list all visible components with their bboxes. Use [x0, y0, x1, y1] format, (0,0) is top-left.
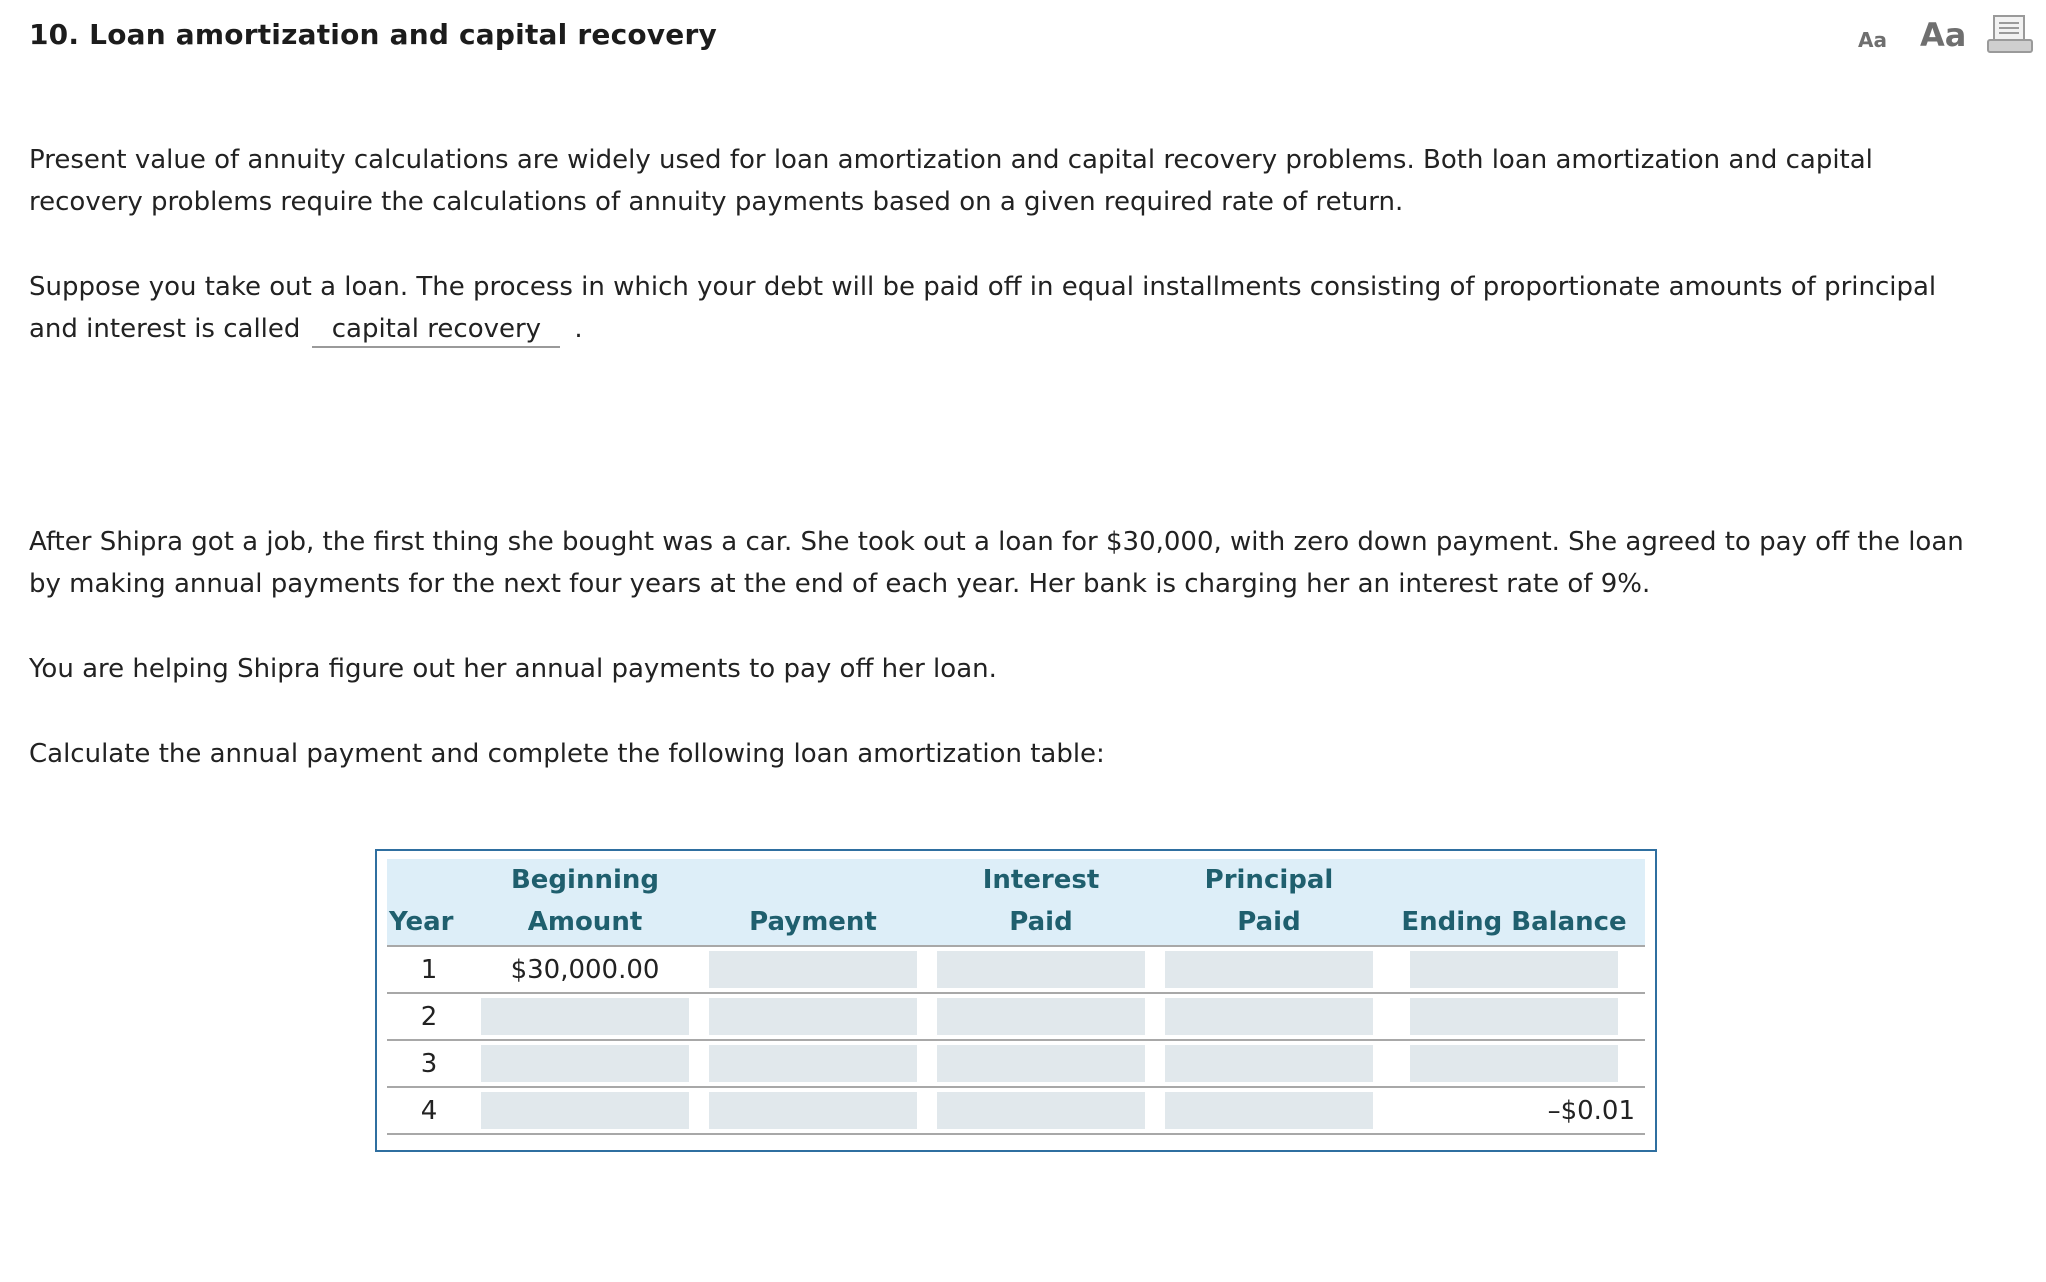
- principal-paid-cell: [1155, 1087, 1383, 1134]
- interest-paid-input[interactable]: [937, 1045, 1145, 1082]
- interest-paid-input[interactable]: [937, 1092, 1145, 1129]
- interest-paid-input[interactable]: [937, 998, 1145, 1035]
- payment-cell: [699, 993, 927, 1040]
- principal-paid-cell: [1155, 946, 1383, 993]
- payment-cell: [699, 1040, 927, 1087]
- header-ending-balance: Ending Balance: [1383, 859, 1645, 946]
- header-payment: Payment: [699, 859, 927, 946]
- toolbar: [1836, 14, 2046, 64]
- amortization-table-container: [375, 849, 1657, 1152]
- header-beginning-amount: [471, 859, 699, 946]
- header-principal-line1: Principal: [1204, 865, 1334, 895]
- year-cell: 2: [387, 993, 471, 1040]
- ending-balance-input[interactable]: [1410, 951, 1618, 988]
- scenario-paragraph: After Shipra got a job, the first thing she bought was a car. She took out a loan for $30,000, with zero down payment. She agreed to pay off the loan by making annual payments for the next four years at the end of each year. Her bank is charging her an interest rate of 9%.: [29, 527, 1964, 599]
- question-title: 10. Loan amortization and capital recovery: [29, 18, 717, 51]
- principal-paid-input[interactable]: [1165, 998, 1373, 1035]
- print-icon[interactable]: [1986, 14, 2034, 56]
- payment-input[interactable]: [709, 1045, 917, 1082]
- payment-cell: [699, 1087, 927, 1134]
- interest-paid-cell: [927, 1040, 1155, 1087]
- header-beginning-line1: Beginning: [510, 865, 660, 895]
- beginning-amount-cell: [471, 1087, 699, 1134]
- header-interest-line2: Paid: [1009, 907, 1073, 937]
- table-row: [387, 993, 1645, 1040]
- year-cell: 3: [387, 1040, 471, 1087]
- table-row: [387, 1040, 1645, 1087]
- beginning-amount-input[interactable]: [481, 1045, 689, 1082]
- instruction-paragraph: Calculate the annual payment and complete the following loan amortization table:: [29, 739, 1105, 769]
- ending-balance-value: –$0.01: [1547, 1095, 1635, 1126]
- payment-input[interactable]: [709, 951, 917, 988]
- question-period: .: [574, 314, 583, 344]
- principal-paid-input[interactable]: [1165, 951, 1373, 988]
- payment-input[interactable]: [709, 998, 917, 1035]
- answer-dropdown[interactable]: capital recovery: [312, 312, 560, 348]
- principal-paid-cell: [1155, 1040, 1383, 1087]
- helper-paragraph: You are helping Shipra figure out her annual payments to pay off her loan.: [29, 654, 997, 684]
- table-row: [387, 946, 1645, 993]
- ending-balance-input[interactable]: [1410, 1045, 1618, 1082]
- beginning-amount-input[interactable]: [481, 1092, 689, 1129]
- payment-input[interactable]: [709, 1092, 917, 1129]
- beginning-amount-input[interactable]: [481, 998, 689, 1035]
- ending-balance-cell: [1383, 946, 1645, 993]
- table-row: [387, 1087, 1645, 1134]
- interest-paid-cell: [927, 1087, 1155, 1134]
- principal-paid-input[interactable]: [1165, 1092, 1373, 1129]
- ending-balance-input[interactable]: [1410, 998, 1618, 1035]
- header-beginning-line2: Amount: [527, 907, 643, 937]
- ending-balance-cell: [1383, 1040, 1645, 1087]
- header-year: Year: [387, 859, 471, 946]
- year-cell: 4: [387, 1087, 471, 1134]
- increase-font-button[interactable]: Aa: [1920, 16, 1967, 54]
- beginning-amount-cell: [471, 946, 699, 993]
- ending-balance-cell: [1383, 993, 1645, 1040]
- beginning-amount-value: $30,000.00: [510, 954, 660, 985]
- decrease-font-button[interactable]: Aa: [1858, 28, 1887, 52]
- beginning-amount-cell: [471, 1040, 699, 1087]
- ending-balance-cell: [1383, 1087, 1645, 1134]
- header-interest-line1: Interest: [982, 865, 1100, 895]
- beginning-amount-cell: [471, 993, 699, 1040]
- header-interest-paid: [927, 859, 1155, 946]
- question-text: Suppose you take out a loan. The process in which your debt will be paid off in equal installments consisting of proportionate amounts of principal and interest is called: [29, 272, 1937, 344]
- interest-paid-cell: [927, 993, 1155, 1040]
- header-principal-line2: Paid: [1237, 907, 1301, 937]
- intro-paragraph: Present value of annuity calculations are widely used for loan amortization and capital recovery problems. Both loan amortization and capital recovery problems require the calculations of annuity payments based on a given required rate of return.: [29, 145, 1873, 217]
- header-principal-paid: [1155, 859, 1383, 946]
- table-header-row: [387, 859, 1645, 946]
- year-cell: 1: [387, 946, 471, 993]
- interest-paid-input[interactable]: [937, 951, 1145, 988]
- principal-paid-cell: [1155, 993, 1383, 1040]
- principal-paid-input[interactable]: [1165, 1045, 1373, 1082]
- amortization-table: [387, 859, 1645, 1135]
- payment-cell: [699, 946, 927, 993]
- interest-paid-cell: [927, 946, 1155, 993]
- question-paragraph: [29, 266, 1989, 350]
